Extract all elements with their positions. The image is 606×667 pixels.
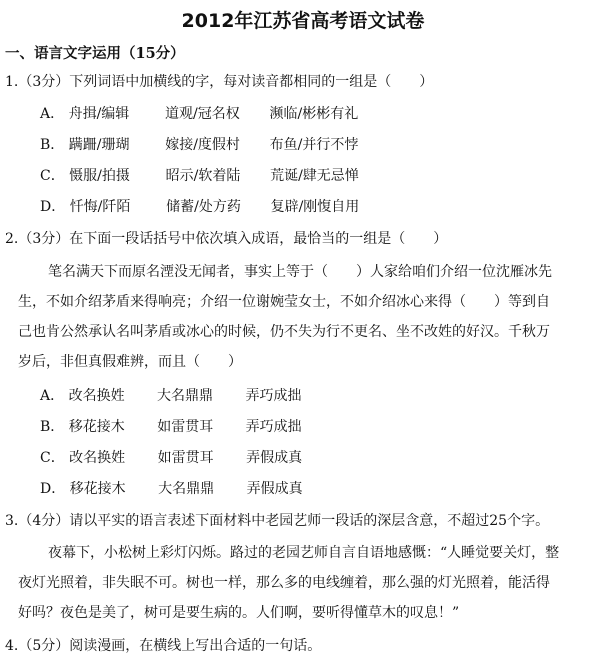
q2-passage-line: 己也肯公然承认名叫茅盾或冰心的时候，仍不失为行不更名、坐不改姓的好汉。千秋万 bbox=[18, 324, 550, 340]
option-label: A． bbox=[40, 388, 65, 404]
option-item: 如雷贯耳 bbox=[157, 450, 214, 466]
option-item: 蹒跚/珊瑚 bbox=[68, 137, 130, 153]
option-item: 储蓄/处方药 bbox=[166, 199, 241, 215]
q1-option-c[interactable] bbox=[40, 166, 359, 186]
option-item: 大名鼎鼎 bbox=[157, 388, 214, 404]
option-item: 大名鼎鼎 bbox=[158, 481, 215, 497]
option-label: D． bbox=[40, 199, 66, 215]
option-item: 嫁接/度假村 bbox=[165, 137, 240, 153]
option-item: 弄假成真 bbox=[246, 450, 303, 466]
q2-option-c[interactable] bbox=[40, 448, 302, 468]
option-label: D． bbox=[40, 481, 66, 497]
q3-passage-line: 夜幕下，小松树上彩灯闪烁。路过的老园艺师自言自语地感慨：“人睡觉要关灯，整 bbox=[48, 545, 560, 561]
option-item: 濒临/彬彬有礼 bbox=[269, 106, 359, 122]
option-label: C． bbox=[40, 168, 65, 184]
option-item: 舟揖/编辑 bbox=[68, 106, 130, 122]
option-item: 道观/冠名权 bbox=[165, 106, 240, 122]
q2-option-a[interactable] bbox=[40, 386, 301, 406]
q1-option-a[interactable] bbox=[40, 104, 358, 124]
option-item: 弄假成真 bbox=[246, 481, 303, 497]
option-item: 荒诞/肆无忌惮 bbox=[270, 168, 359, 184]
q2-passage-line: 笔名满天下而原名湮没无闻者，事实上等于（ ）人家给咱们介绍一位沈雁冰先 bbox=[48, 264, 552, 280]
option-item: 复辟/刚愎自用 bbox=[270, 199, 360, 215]
option-item: 移花接木 bbox=[68, 419, 125, 435]
option-item: 昭示/软着陆 bbox=[165, 168, 241, 184]
question-1-stem: 1.（3分）下列词语中加横线的字，每对读音都相同的一组是（ ） bbox=[5, 74, 434, 90]
q2-option-d[interactable] bbox=[40, 479, 303, 499]
q3-passage-line: 好吗？夜色是美了，树可是要生病的。人们啊，要听得懂草木的叹息！” bbox=[18, 605, 460, 621]
option-item: 如雷贯耳 bbox=[157, 419, 214, 435]
option-label: B． bbox=[40, 137, 65, 153]
option-item: 布鱼/并行不悖 bbox=[269, 137, 359, 153]
option-label: C． bbox=[40, 450, 65, 466]
q3-passage-line: 夜灯光照着，非失眠不可。树也一样，那么多的电线缠着，那么强的灯光照着，能活得 bbox=[18, 575, 550, 591]
option-item: 弄巧成拙 bbox=[245, 388, 302, 404]
option-item: 移花接木 bbox=[69, 481, 126, 497]
option-item: 改名换姓 bbox=[69, 450, 126, 466]
q1-option-d[interactable] bbox=[40, 197, 359, 217]
option-label: A． bbox=[40, 106, 65, 122]
question-3-stem: 3.（4分）请以平实的语言表述下面材料中老园艺师一段话的深层含意，不超过25个字。 bbox=[5, 513, 550, 529]
question-2-stem: 2.（3分）在下面一段话括号中依次填入成语，最恰当的一组是（ ） bbox=[5, 231, 448, 247]
option-item: 忏悔/阡陌 bbox=[69, 199, 131, 215]
page-title: 2012年江苏省高考语文试卷 bbox=[181, 10, 425, 32]
option-item: 弄巧成拙 bbox=[245, 419, 302, 435]
question-4-stem: 4.（5分）阅读漫画，在横线上写出合适的一句话。 bbox=[5, 638, 322, 654]
q2-passage-line: 岁后，非但真假难辨，而且（ ） bbox=[18, 354, 242, 370]
option-item: 慑服/拍摄 bbox=[69, 168, 130, 184]
option-item: 改名换姓 bbox=[68, 388, 125, 404]
section-heading: 一、语言文字运用（15分） bbox=[5, 45, 185, 62]
q2-passage-line: 生，不如介绍茅盾来得响亮；介绍一位谢婉莹女士，不如介绍冰心来得（ ）等到自 bbox=[18, 294, 550, 310]
q2-option-b[interactable] bbox=[40, 417, 302, 437]
q1-option-b[interactable] bbox=[40, 135, 358, 155]
option-label: B． bbox=[40, 419, 65, 435]
